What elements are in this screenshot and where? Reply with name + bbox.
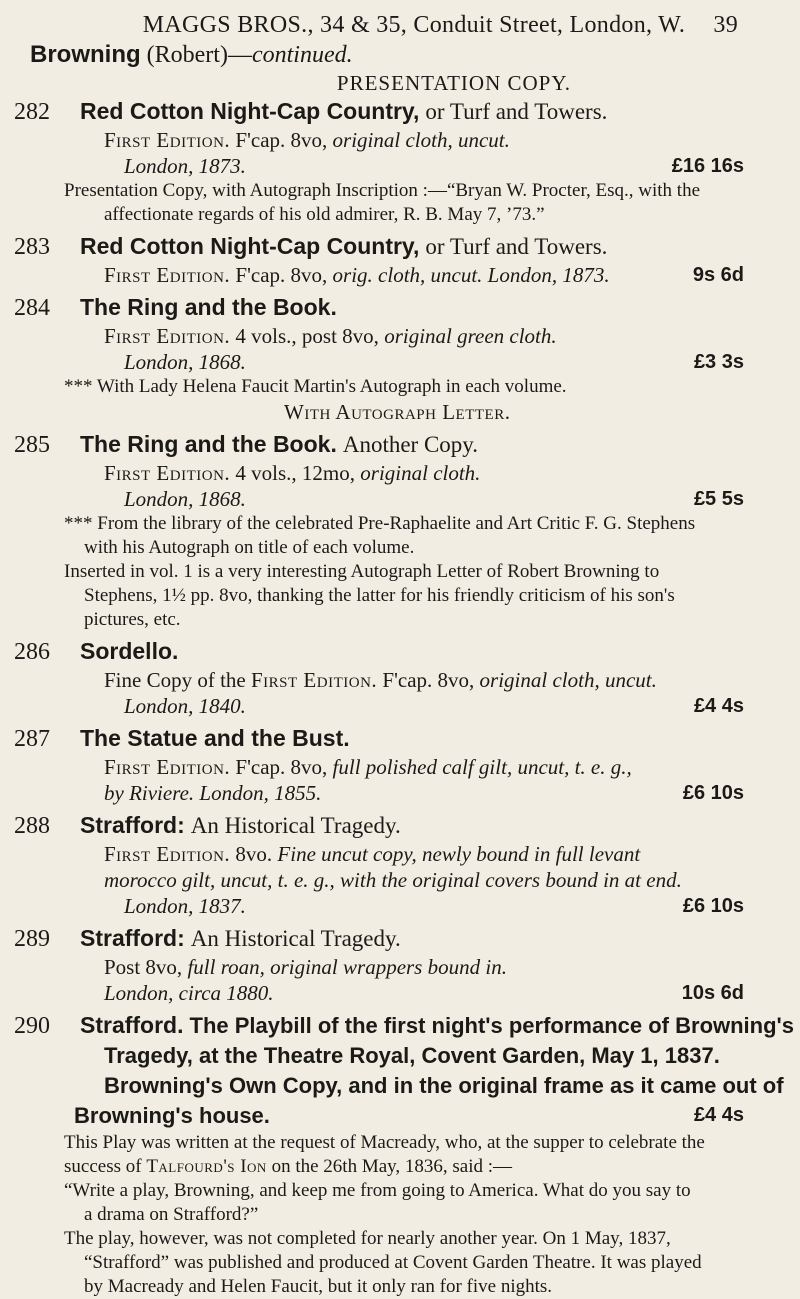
catalogue-entry-288 <box>14 810 774 919</box>
price: 10s 6d <box>681 982 744 1004</box>
price: 9s 6d <box>692 264 744 286</box>
running-head <box>54 10 774 40</box>
entry-number: 290 <box>14 1013 50 1039</box>
catalogue-entry-286 <box>14 636 774 719</box>
entry-title: Strafford: <box>80 925 185 951</box>
binding-text: original cloth, uncut. <box>479 668 657 692</box>
edition-caps: First Edition. <box>104 324 231 348</box>
price: £4 4s <box>693 695 744 717</box>
edition-caps: First Edition. <box>104 755 231 779</box>
imprint-line <box>124 349 774 375</box>
edition-detail: F'cap. 8vo, <box>382 668 475 692</box>
imprint: London, 1868. <box>124 350 246 374</box>
binding-line <box>104 867 774 893</box>
entry-subtitle: An Historical Tragedy. <box>190 926 401 951</box>
edition-detail: 4 vols., 12mo, <box>235 461 356 485</box>
entry-note: Stephens, 1½ pp. 8vo, thanking the latter for his friendly criticism of his son's <box>84 585 675 606</box>
description-line <box>104 1041 774 1071</box>
catalogue-entry-287 <box>14 723 774 806</box>
page-number: 39 <box>713 12 738 38</box>
continued-label: continued. <box>251 42 353 68</box>
entry-subtitle: or Turf and Towers. <box>425 234 608 259</box>
entry-title: The Ring and the Book. <box>80 431 337 457</box>
imprint-line <box>124 153 774 179</box>
entry-number: 289 <box>14 926 50 952</box>
entry-note: Inserted in vol. 1 is a very interesting Autograph Letter of Robert Browning to <box>64 561 660 582</box>
entry-note: a drama on Strafford?” <box>84 1204 259 1225</box>
entry-note: by Macready and Helen Faucit, but it only ran for five nights. <box>84 1276 553 1297</box>
imprint-line <box>104 980 774 1006</box>
entry-title-line <box>14 429 774 460</box>
entry-subtitle: or Turf and Towers. <box>425 99 608 124</box>
price: £5 5s <box>693 488 744 510</box>
entry-note-caps: Talfourd's Ion <box>146 1156 267 1177</box>
entry-note: *** With Lady Helena Faucit Martin's Autograph in each volume. <box>64 376 567 397</box>
entry-title: Red Cotton Night-Cap Country, <box>80 98 420 124</box>
catalogue-entry-282 <box>14 96 774 227</box>
entry-title: The Ring and the Book. <box>80 294 337 320</box>
edition-line <box>104 262 774 288</box>
entry-title: Strafford: <box>80 812 185 838</box>
imprint-line <box>104 780 774 806</box>
entry-title-line <box>14 96 774 127</box>
entry-caps-line: With Autograph Letter. <box>284 400 511 424</box>
edition-detail: F'cap. 8vo, <box>235 128 328 152</box>
entry-number: 282 <box>14 99 50 125</box>
edition-caps: First Edition. <box>104 128 231 152</box>
description-line <box>74 1101 774 1131</box>
entry-description: Browning's house. <box>74 1103 270 1128</box>
catalogue-entry-289 <box>14 923 774 1006</box>
entry-title: Sordello. <box>80 638 179 664</box>
catalogue-entry-283 <box>14 231 774 288</box>
running-head-text: MAGGS BROS., 34 & 35, Conduit Street, London, W. <box>142 12 686 38</box>
author-name: Browning <box>30 41 141 68</box>
entry-number: 284 <box>14 295 50 321</box>
edition-caps: First Edition. <box>104 461 231 485</box>
binding-text: morocco gilt, uncut, t. e. g., with the original covers bound in at end. <box>104 868 682 892</box>
entry-note: on the 26th May, 1836, said :— <box>271 1156 513 1177</box>
imprint-line <box>124 486 774 512</box>
entry-title-line <box>14 636 774 667</box>
entry-title-line <box>14 810 774 841</box>
imprint: London, 1873. <box>124 154 246 178</box>
binding-text: full roan, original wrappers bound in. <box>187 955 507 979</box>
description-line <box>104 1071 784 1101</box>
edition-line <box>104 460 774 486</box>
edition-line <box>104 667 774 693</box>
entry-title: The Statue and the Bust. <box>80 725 350 751</box>
edition-caps: First Edition. <box>251 668 378 692</box>
imprint-line <box>124 693 774 719</box>
imprint: London, 1840. <box>124 694 246 718</box>
entry-number: 287 <box>14 726 50 752</box>
entry-note: *** From the library of the celebrated Pre-Raphaelite and Art Critic F. G. Stephens <box>64 513 696 534</box>
binding-text: original green cloth. <box>384 324 557 348</box>
entry-note: success of <box>64 1156 142 1177</box>
entry-number: 286 <box>14 639 50 665</box>
edition-line <box>104 954 774 980</box>
entry-number: 285 <box>14 432 50 458</box>
entry-note: The play, however, was not completed for nearly another year. On 1 May, 1837, <box>64 1228 671 1249</box>
entry-subtitle: An Historical Tragedy. <box>190 813 401 838</box>
edition-detail: F'cap. 8vo, <box>235 755 328 779</box>
entry-note: This Play was written at the request of Macready, who, at the supper to celebrate the <box>64 1132 705 1153</box>
imprint: London, 1837. <box>124 894 246 918</box>
author-heading <box>30 40 774 70</box>
entry-number: 288 <box>14 813 50 839</box>
edition-caps: First Edition. <box>104 263 231 287</box>
entry-description: Browning's Own Copy, and in the original frame as it came out of <box>104 1073 784 1098</box>
catalogue-entry-285 <box>14 429 774 632</box>
binding-text: original cloth, uncut. <box>332 128 510 152</box>
edition-line <box>104 323 774 349</box>
imprint: London, 1868. <box>124 487 246 511</box>
edition-line <box>104 127 774 153</box>
entry-title-line <box>14 231 774 262</box>
imprint: London, circa 1880. <box>104 981 274 1005</box>
price: £4 4s <box>693 1104 744 1126</box>
entry-title: Red Cotton Night-Cap Country, <box>80 233 420 259</box>
entry-note: affectionate regards of his old admirer, R. B. May 7, ’73.” <box>104 204 545 225</box>
catalogue-entry-290 <box>14 1010 795 1299</box>
entry-number: 283 <box>14 234 50 260</box>
price: £16 16s <box>671 155 744 177</box>
edition-line <box>104 754 774 780</box>
edition-lead: Fine Copy of the <box>104 668 246 692</box>
entry-subtitle: Another Copy. <box>342 432 479 457</box>
entry-title-line <box>14 1010 795 1041</box>
entry-note: pictures, etc. <box>84 609 181 630</box>
entry-note: with his Autograph on title of each volume. <box>84 537 415 558</box>
edition-detail: F'cap. 8vo, <box>235 263 328 287</box>
section-heading: PRESENTATION COPY. <box>336 71 572 95</box>
price: £6 10s <box>682 895 744 917</box>
edition-line <box>104 841 774 867</box>
entry-title-line <box>14 923 774 954</box>
edition-caps: First Edition. <box>104 842 231 866</box>
binding-text: Fine uncut copy, newly bound in full levant <box>277 842 641 866</box>
price: £3 3s <box>693 351 744 373</box>
entry-note: “Write a play, Browning, and keep me from going to America. What do you say to <box>64 1180 691 1201</box>
imprint-line <box>124 893 774 919</box>
entry-title-line <box>14 723 774 754</box>
entry-title: Strafford. <box>80 1012 184 1038</box>
edition-detail: 4 vols., post 8vo, <box>235 324 379 348</box>
binding-text: original cloth. <box>360 461 481 485</box>
edition-detail: Post 8vo, <box>104 955 183 979</box>
catalogue-entry-284 <box>14 292 774 425</box>
entry-title-line <box>14 292 774 323</box>
entry-description: Tragedy, at the Theatre Royal, Covent Garden, May 1, 1837. <box>104 1043 720 1068</box>
entry-note: Presentation Copy, with Autograph Inscription :—“Bryan W. Procter, Esq., with the <box>64 180 701 201</box>
entry-note: “Strafford” was published and produced at Covent Garden Theatre. It was played <box>84 1252 702 1273</box>
binding-text: orig. cloth, uncut. London, 1873. <box>332 263 610 287</box>
entry-note-line <box>64 1155 774 1179</box>
entry-description: The Playbill of the first night's performance of Browning's <box>189 1013 795 1038</box>
author-rest: (Robert)— <box>146 42 252 68</box>
price: £6 10s <box>682 782 744 804</box>
imprint: by Riviere. London, 1855. <box>104 781 322 805</box>
edition-detail: 8vo. <box>235 842 273 866</box>
binding-text: full polished calf gilt, uncut, t. e. g., <box>332 755 632 779</box>
